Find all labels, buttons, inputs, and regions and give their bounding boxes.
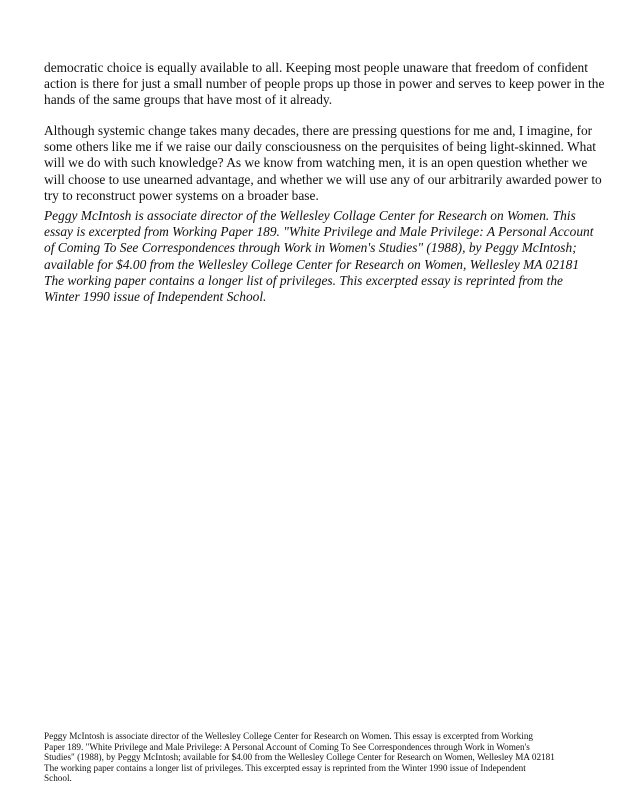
footer-line: The working paper contains a longer list of privileges. This excerpted essay is reprinted from the Winter 1990 issue of Independent (44, 762, 526, 773)
text-line: Although systemic change takes many decades, there are pressing questions for me and, I imagine, for (44, 123, 593, 138)
text-line: The working paper contains a longer list of privileges. This excerpted essay is reprinted from the (44, 272, 563, 288)
text-line: Peggy McIntosh is associate director of the Wellesley Collage Center for Research on Women. This (44, 208, 576, 223)
text-line: democratic choice is equally available to all. Keeping most people unaware that freedom of confident (44, 60, 588, 75)
text-line: Winter 1990 issue of Independent School. (44, 289, 267, 305)
text-line: hands of the same groups that have most of it already. (44, 92, 333, 108)
text-line: will choose to use unearned advantage, and whether we will use any of our arbitrarily awarded power to (44, 171, 602, 187)
footer-line: Studies" (1988), by Peggy McIntosh; available for $4.00 from the Wellesley College Center for Research on Women, Wellesley MA 02181 (44, 752, 555, 763)
text-line: essay is excerpted from Working Paper 189. "White Privilege and Male Privilege: A Personal Account (44, 224, 594, 240)
body-paragraph-2 (44, 123, 602, 204)
text-line: some others like me if we raise our daily consciousness on the perquisites of being light-skinned. What (44, 139, 596, 155)
footer-line: Peggy McIntosh is associate director of the Wellesley College Center for Research on Women. This essay is excerpted from Working (44, 731, 534, 741)
footer-line: School. (44, 773, 72, 783)
text-line: will we do with such knowledge? As we know from watching men, it is an open question whether we (44, 155, 588, 171)
author-note (44, 208, 594, 305)
text-line: of Coming To See Correspondences through Work in Women's Studies" (1988), by Peggy McIntosh; (44, 240, 577, 256)
text-line: available for $4.00 from the Wellesley College Center for Research on Women, Wellesley MA 02181 (44, 256, 580, 272)
page-footer (44, 731, 584, 783)
text-line: try to reconstruct power systems on a broader base. (44, 187, 319, 203)
body-paragraph-1 (44, 60, 605, 109)
footer-line: Paper 189. "White Privilege and Male Privilege: A Personal Account of Coming To See Correspondences through Work in Women's (44, 741, 530, 752)
text-line: action is there for just a small number of people props up those in power and serves to keep power in the (44, 76, 605, 92)
